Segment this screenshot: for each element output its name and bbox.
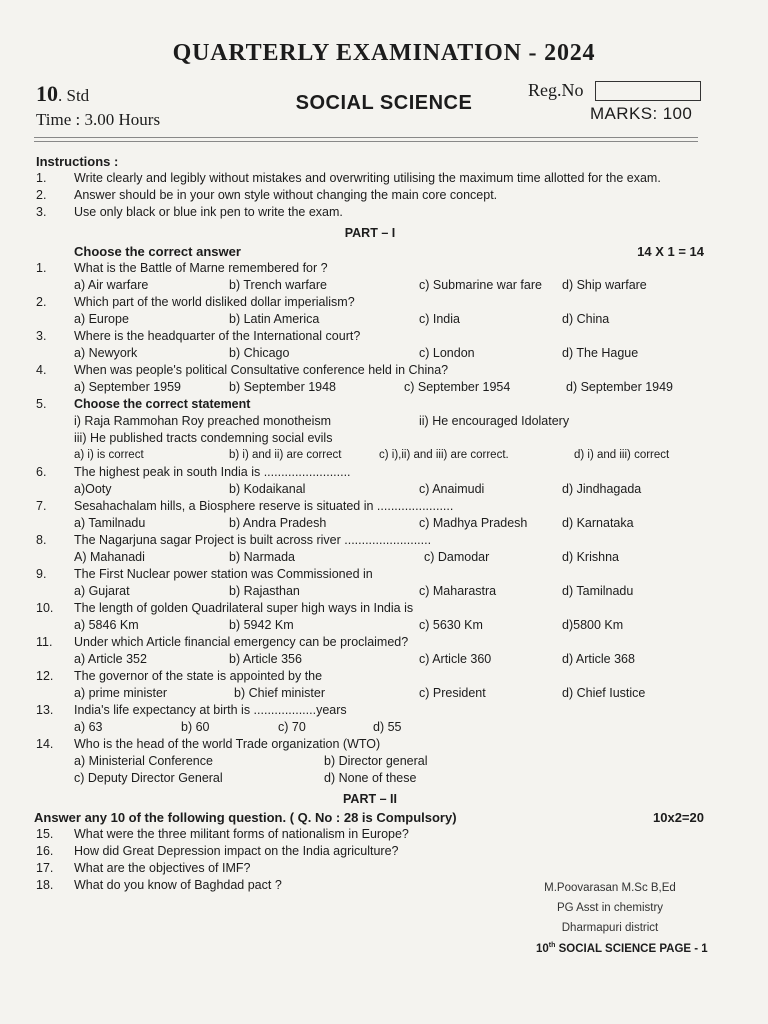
instruction-text: Use only black or blue ink pen to write the exam. <box>74 205 343 219</box>
instruction-item <box>36 170 704 187</box>
question-13-options <box>36 719 704 736</box>
question-number: 4. <box>36 363 47 377</box>
option-c: c) September 1954 <box>404 380 511 394</box>
option-c: c) Madhya Pradesh <box>419 516 528 530</box>
question-number: 9. <box>36 567 47 581</box>
question-10-options <box>36 617 704 634</box>
option-a: A) Mahanadi <box>74 550 145 564</box>
question-number: 3. <box>36 329 47 343</box>
option-d: d) Krishna <box>562 550 619 564</box>
option-a: a) Tamilnadu <box>74 516 146 530</box>
part-1-label: PART – I <box>344 226 396 240</box>
option-a: a) 63 <box>74 720 103 734</box>
option-d: d) China <box>562 312 610 326</box>
question-text: How did Great Depression impact on the India agriculture? <box>74 844 399 858</box>
part-2-marks: 10x2=20 <box>653 810 704 825</box>
subject-title: SOCIAL SCIENCE <box>295 92 473 114</box>
reg-no-box[interactable] <box>595 81 701 101</box>
option-a: a) Air warfare <box>74 278 149 292</box>
question-number: 11. <box>36 635 53 649</box>
question-text: What are the objectives of IMF? <box>74 861 251 875</box>
question-number: 18. <box>36 878 54 892</box>
question-text: The length of golden Quadrilateral super high ways in India is <box>74 601 414 615</box>
question-14 <box>36 736 704 753</box>
option-c: c) 70 <box>278 720 306 734</box>
option-c: c) President <box>419 686 486 700</box>
option-c: c) Anaimudi <box>419 482 485 496</box>
question-text: Where is the headquarter of the International court? <box>74 329 361 343</box>
question-text: Which part of the world disliked dollar imperialism? <box>74 295 355 309</box>
question-1-options <box>36 277 704 294</box>
question-text: India's life expectancy at birth is ..................years <box>74 703 347 717</box>
page-footer <box>536 942 708 955</box>
option-c: c) Article 360 <box>419 652 492 666</box>
question-text: Choose the correct statement <box>74 397 251 411</box>
question-7 <box>36 498 704 515</box>
question-2 <box>36 294 704 311</box>
question-number: 17. <box>36 861 54 875</box>
option-b: b) Andra Pradesh <box>229 516 327 530</box>
question-number: 6. <box>36 465 47 479</box>
instructions-heading: Instructions : <box>36 154 119 169</box>
option-d: d) Article 368 <box>562 652 635 666</box>
question-16 <box>36 843 704 860</box>
question-11 <box>36 634 704 651</box>
question-2-options <box>36 311 704 328</box>
option-d: d)5800 Km <box>562 618 624 632</box>
instruction-text: Write clearly and legibly without mistakes and overwriting utilising the maximum time allotted for the exam. <box>74 171 661 185</box>
question-15 <box>36 826 704 843</box>
question-3 <box>36 328 704 345</box>
question-5-statements <box>36 413 704 430</box>
question-text: What do you know of Baghdad pact ? <box>74 878 282 892</box>
question-number: 2. <box>36 295 47 309</box>
option-d: d) Karnataka <box>562 516 634 530</box>
option-a: a) Europe <box>74 312 129 326</box>
question-number: 8. <box>36 533 47 547</box>
part-2-label: PART – II <box>343 792 397 806</box>
header-rule-bottom <box>34 141 698 142</box>
question-6-options <box>36 481 704 498</box>
question-number: 12. <box>36 669 54 683</box>
question-4-options <box>36 379 704 396</box>
instruction-number: 3. <box>36 205 47 219</box>
option-a: a) prime minister <box>74 686 168 700</box>
question-12-options <box>36 685 704 702</box>
option-c: c) 5630 Km <box>419 618 483 632</box>
question-1 <box>36 260 704 277</box>
total-marks: MARKS: 100 <box>590 104 693 123</box>
part-2-instruction: Answer any 10 of the following question. ( Q. No : 28 is Compulsory) <box>34 810 457 825</box>
question-9-options <box>36 583 704 600</box>
question-text: Sesahachalam hills, a Biosphere reserve is situated in ...................... <box>74 499 454 513</box>
question-number: 10. <box>36 601 54 615</box>
question-14-options-row-1 <box>36 753 704 770</box>
footer-page-label: SOCIAL SCIENCE PAGE - 1 <box>555 942 708 955</box>
option-b: b) 5942 Km <box>229 618 294 632</box>
question-number: 13. <box>36 703 54 717</box>
option-b: b) Latin America <box>229 312 320 326</box>
option-a: a) i) is correct <box>74 449 144 461</box>
instruction-number: 1. <box>36 171 47 185</box>
exam-time: Time : 3.00 Hours <box>36 110 161 129</box>
question-8-options <box>36 549 704 566</box>
option-c: c) India <box>419 312 460 326</box>
question-13 <box>36 702 704 719</box>
option-a: a) 5846 Km <box>74 618 139 632</box>
option-c: c) Maharastra <box>419 584 497 598</box>
option-d: d) None of these <box>324 771 417 785</box>
option-a: a) September 1959 <box>74 380 182 394</box>
question-7-options <box>36 515 704 532</box>
option-d: d) i) and iii) correct <box>574 449 670 461</box>
question-text: The First Nuclear power station was Commissioned in <box>74 567 373 581</box>
exam-body <box>36 153 704 894</box>
author-place: Dharmapuri district <box>561 922 659 934</box>
option-b: b) Article 356 <box>229 652 302 666</box>
option-b: b) September 1948 <box>229 380 337 394</box>
question-3-options <box>36 345 704 362</box>
statement-1: i) Raja Rammohan Roy preached monotheism <box>74 414 332 428</box>
option-d: d) 55 <box>373 720 402 734</box>
option-a: a) Ministerial Conference <box>74 754 213 768</box>
option-c: c) Submarine war fare <box>419 278 542 292</box>
question-9 <box>36 566 704 583</box>
question-8 <box>36 532 704 549</box>
option-c: c) Deputy Director General <box>74 771 223 785</box>
option-a: a) Newyork <box>74 346 138 360</box>
question-text: The highest peak in south India is ......................... <box>74 465 351 479</box>
option-d: d) The Hague <box>562 346 639 360</box>
question-17 <box>36 860 704 877</box>
question-number: 15. <box>36 827 54 841</box>
option-c: c) Damodar <box>424 550 490 564</box>
option-d: d) Chief Iustice <box>562 686 646 700</box>
header-rule-top <box>34 137 698 138</box>
instruction-number: 2. <box>36 188 47 202</box>
author-name: M.Poovarasan M.Sc B,Ed <box>544 882 676 894</box>
option-b: b) Rajasthan <box>229 584 300 598</box>
part-2-section-header <box>34 809 704 826</box>
option-d: d) Ship warfare <box>562 278 647 292</box>
option-d: d) Jindhagada <box>562 482 642 496</box>
reg-no-label: Reg.No <box>528 80 584 100</box>
part-1-marks: 14 X 1 = 14 <box>637 244 704 259</box>
option-b: b) Chicago <box>229 346 290 360</box>
question-5 <box>36 396 704 413</box>
option-d: d) September 1949 <box>566 380 674 394</box>
option-b: b) Chief minister <box>234 686 325 700</box>
question-4 <box>36 362 704 379</box>
option-b: b) Kodaikanal <box>229 482 306 496</box>
question-text: When was people's political Consultative conference held in China? <box>74 363 449 377</box>
question-number: 16. <box>36 844 54 858</box>
option-b: b) Narmada <box>229 550 295 564</box>
statement-2: ii) He encouraged Idolatery <box>419 414 570 428</box>
option-b: b) i) and ii) are correct <box>229 449 342 461</box>
author-credit <box>520 878 700 938</box>
option-b: b) Director general <box>324 754 428 768</box>
option-b: b) Trench warfare <box>229 278 327 292</box>
instruction-item <box>36 204 704 221</box>
question-text: The Nagarjuna sagar Project is built across river ......................... <box>74 533 432 547</box>
question-number: 7. <box>36 499 47 513</box>
question-10 <box>36 600 704 617</box>
question-text: The governor of the state is appointed by the <box>74 669 323 683</box>
question-12 <box>36 668 704 685</box>
part-1-section-header <box>36 243 704 260</box>
footer-std: 10 <box>536 942 549 955</box>
std-suffix: . Std <box>58 86 90 105</box>
question-text: What were the three militant forms of nationalism in Europe? <box>74 827 409 841</box>
option-b: b) 60 <box>181 720 210 734</box>
statement-3: iii) He published tracts condemning social evils <box>74 431 333 445</box>
option-a: a) Gujarat <box>74 584 130 598</box>
part-1-instruction: Choose the correct answer <box>74 244 241 259</box>
exam-title: QUARTERLY EXAMINATION - 2024 <box>172 40 596 66</box>
option-a: a) Article 352 <box>74 652 147 666</box>
question-text: What is the Battle of Marne remembered for ? <box>74 261 328 275</box>
option-c: c) London <box>419 346 475 360</box>
footer-std-sup: th <box>548 942 556 949</box>
question-11-options <box>36 651 704 668</box>
option-d: d) Tamilnadu <box>562 584 634 598</box>
question-6 <box>36 464 704 481</box>
question-text: Who is the head of the world Trade organization (WTO) <box>74 737 381 751</box>
question-number: 5. <box>36 397 47 411</box>
question-number: 1. <box>36 261 47 275</box>
instruction-item <box>36 187 704 204</box>
std-number: 10 <box>36 81 58 106</box>
question-5-options <box>36 447 704 464</box>
question-text: Under which Article financial emergency can be proclaimed? <box>74 635 409 649</box>
question-14-options-row-2 <box>36 770 704 787</box>
instruction-text: Answer should be in your own style without changing the main core concept. <box>74 188 498 202</box>
option-c: c) i),ii) and iii) are correct. <box>379 449 509 461</box>
question-number: 14. <box>36 737 54 751</box>
option-a: a)Ooty <box>74 482 112 496</box>
author-role: PG Asst in chemistry <box>556 902 664 914</box>
